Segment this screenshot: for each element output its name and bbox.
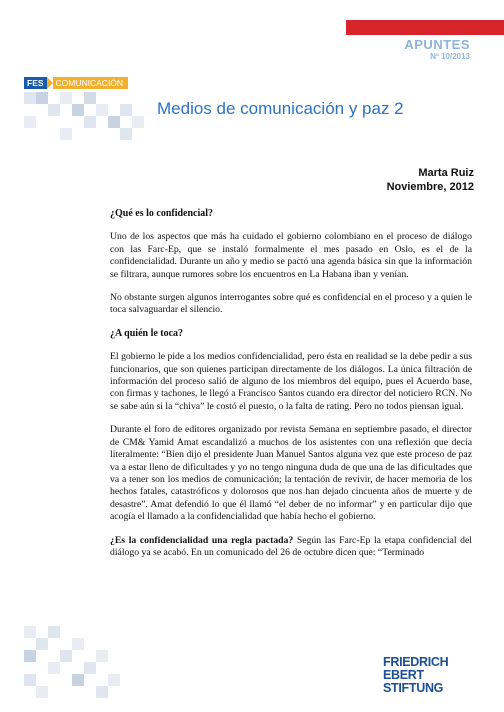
deco-square — [48, 662, 60, 674]
deco-square — [60, 92, 72, 104]
header-red-bar — [346, 20, 504, 35]
deco-square — [24, 116, 36, 128]
logo-line: EBERT — [383, 668, 424, 682]
deco-square — [24, 626, 36, 638]
deco-square — [96, 650, 108, 662]
deco-square — [36, 92, 48, 104]
deco-square — [84, 116, 96, 128]
section-heading: ¿A quién le toca? — [110, 327, 184, 339]
deco-square — [24, 92, 36, 104]
author-name: Marta Ruiz — [418, 167, 474, 179]
deco-square — [132, 116, 144, 128]
paragraph-text: Según las Farc-Ep la etapa confidencial del diálogo ya se acabó. En un comunicado del 26 de octubre dicen que: “Terminado — [110, 534, 472, 558]
deco-square — [60, 650, 72, 662]
deco-square — [108, 674, 120, 686]
deco-square — [60, 128, 72, 140]
deco-square — [120, 128, 132, 140]
paragraph: Uno de los aspectos que más ha cuidado el gobierno colombiano en el proceso de diálogo con las Farc-Ep, que se instaló formalmente el mes pasado en Oslo, es el de la confidencialidad. Durante un año y medio se pactó una agenda básica sin que la información se filtrara, aunque rumores sobre los encuentros en La Habana iban y venían. — [110, 231, 472, 280]
deco-square — [48, 626, 60, 638]
deco-square — [96, 686, 108, 698]
paragraph: Durante el foro de editores organizado por revista Semana en septiembre pasado, el director de CM& Yamid Amat escandalizó a muchos de los asistentes con una reflexión que decía literalmente: “Bien dijo el presidente Juan Manuel Santos alguna vez que este proceso de paz va a estar lleno de dificultades y yo no tengo ninguna duda de que una de las dificultades que va a tener son los medios de comunicación; la tentación de revivir, de hacer memoria de los hechos fatales, catastróficos y dolorosos que nos han dejado cincuenta años de muerte y de desastre”. Amat defendió lo que él llamó “el deber de no informar” y en particular dijo que acogía el llamado a la confidencialidad que había hecho el gobierno. — [110, 424, 472, 523]
deco-square — [48, 104, 60, 116]
deco-square — [84, 662, 96, 674]
fes-comunicacion-logo — [24, 77, 128, 89]
series-label: APUNTES — [404, 37, 470, 52]
inline-heading: ¿Es la confidencialidad una regla pactada? — [110, 534, 294, 546]
deco-square — [96, 104, 108, 116]
deco-square — [24, 650, 36, 662]
deco-square — [108, 116, 120, 128]
paragraph: El gobierno le pide a los medios confidencialidad, pero ésta en realidad se la debe pedir a sus funcionarios, que son quienes participan directamente de los diálogos. La única filtración de información del proceso salió de alguno de los miembros del equipo, pues el Acuerdo base, con firmas y tachones, le llegó a Francisco Santos cuando era director del noticiero RCN. No se sabe aún si la “chiva” le costó el puesto, o la falta de rating. Pero no todos piensan igual. — [110, 351, 472, 412]
logo-line: FRIEDRICH — [383, 655, 449, 669]
deco-square — [72, 104, 84, 116]
paragraph — [110, 535, 472, 560]
deco-square — [72, 674, 84, 686]
document-date: Noviembre, 2012 — [386, 181, 474, 193]
deco-square — [36, 686, 48, 698]
document-title: Medios de comunicación y paz 2 — [157, 99, 404, 118]
friedrich-ebert-stiftung-logo — [383, 656, 473, 695]
deco-square — [36, 638, 48, 650]
deco-square — [72, 638, 84, 650]
deco-square — [120, 104, 132, 116]
comunicacion-logo-text: COMUNICACIÓN — [53, 77, 129, 89]
paragraph: No obstante surgen algunos interrogantes sobre qué es confidencial en el proceso y a quien le toca salvaguardar el silencio. — [110, 292, 472, 316]
article-body — [110, 208, 472, 570]
author-block — [387, 166, 474, 194]
series-number: Nº 10/2013 — [430, 52, 470, 61]
fes-logo-text: FES — [24, 77, 47, 89]
deco-square — [24, 674, 36, 686]
section-heading: ¿Qué es lo confidencial? — [110, 208, 214, 219]
logo-line: STIFTUNG — [383, 681, 444, 695]
deco-square — [84, 92, 96, 104]
